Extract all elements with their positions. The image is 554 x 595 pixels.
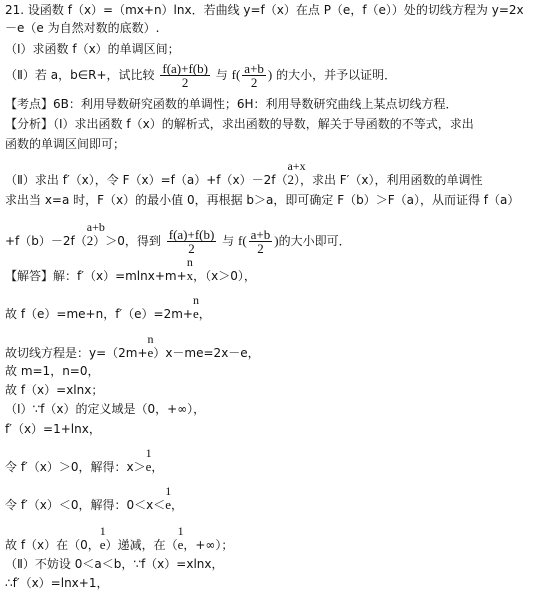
- part2-text-a: （Ⅱ）若 a，b∈R+，试比较: [5, 68, 155, 82]
- fenxi-line5-close: ): [274, 233, 279, 248]
- problem-line-1: 21. 设函数 f（x）=（mx+n）lnx．若曲线 y=f（x）在点 P（e，f（e））处的切线方程为 y=2x: [5, 3, 524, 17]
- fenxi-line-1: [5, 116, 474, 132]
- jieda-l3-over: [147, 332, 154, 361]
- fenxi-line3-over-top: a+x: [287, 159, 306, 173]
- jieda-l9-text-a: 令 f′（x）＜0，解得：0＜x＜: [5, 498, 166, 512]
- problem-line-2: －e（e 为自然对数的底数）.: [5, 21, 160, 35]
- jieda-l3-text-b: ）x－me=2x－e，: [153, 346, 260, 360]
- jieda-line-10: [5, 524, 234, 553]
- fenxi-line5-text-c: 的大小即可．: [278, 234, 351, 248]
- jieda-l2-text-a: 故 f（e）=me+n，f′（e）=2m+: [5, 307, 193, 321]
- jieda-l8-text-b: ，: [151, 460, 164, 474]
- problem-part-1: （Ⅰ）求函数 f（x）的单调区间；: [5, 42, 180, 56]
- jieda-l9-over-top: 1: [165, 484, 172, 498]
- jieda-l10-text-b: ）递减，在（: [105, 538, 178, 552]
- jieda-line-1: [5, 255, 256, 284]
- jieda-l8-over-top: 1: [145, 446, 152, 460]
- jieda-line-9: [5, 484, 184, 513]
- part2-fraction-numerator: f(a)+f(b): [162, 61, 208, 76]
- jieda-l2-over-top: n: [192, 293, 199, 307]
- fenxi-line3-text-b: ），求出 F′（x），利用函数的单调性: [293, 173, 483, 187]
- jieda-l3-text-a: 故切线方程是：y=（2m+: [5, 346, 148, 360]
- part2-text-b: 的大小，并予以证明．: [276, 68, 397, 82]
- jieda-l1-text-a: 解：f′（x）=mlnx+m+: [53, 269, 187, 283]
- fenxi-line-5: [5, 220, 351, 256]
- jieda-l10-over-1-bottom: e: [99, 537, 106, 552]
- fenxi-line5-over: [86, 220, 105, 249]
- jieda-line-6: （Ⅰ）∵f（x）的定义域是（0，+∞），: [5, 402, 206, 416]
- part2-f: f(: [231, 67, 241, 82]
- fenxi-line5-inner-numerator: a+b: [250, 227, 271, 242]
- jieda-l9-over: [165, 484, 172, 513]
- jieda-line-3: [5, 332, 260, 361]
- jieda-l10-text-a: 故 f（x）在（0，: [5, 538, 100, 552]
- part2-close: ): [267, 67, 273, 82]
- part2-inner-denominator: 2: [250, 75, 258, 90]
- fenxi-line5-f: f(: [237, 233, 247, 248]
- jieda-l1-over: [186, 255, 194, 284]
- fenxi-line5-with: 与: [222, 234, 235, 248]
- jieda-line-5: 故 f（x）=xlnx；: [5, 383, 104, 397]
- jieda-line-7: f′（x）=1+lnx，: [5, 422, 101, 436]
- fenxi-line5-inner-denominator: 2: [257, 241, 264, 256]
- jieda-l8-text-a: 令 f′（x）＞0，解得：x＞: [5, 460, 146, 474]
- jieda-l10-over-2-bottom: e: [177, 537, 184, 552]
- jieda-l10-over-2: [177, 524, 184, 553]
- fenxi-line5-fraction-numerator: f(a)+f(b): [168, 227, 215, 242]
- kaodian-line: [5, 96, 458, 112]
- jieda-l9-over-bottom: e: [165, 497, 172, 512]
- jieda-l10-text-c: ，+∞）；: [183, 538, 234, 552]
- fenxi-line5-inner-fraction: [249, 228, 273, 255]
- jieda-l3-over-bottom: e: [147, 345, 154, 360]
- jieda-label: 【解答】: [5, 269, 54, 283]
- fenxi-line3-over: [287, 159, 306, 188]
- fenxi-text-1: （Ⅰ）求出函数 f（x）的解析式，求出函数的导数，解关于导函数的不等式，求出: [53, 117, 474, 131]
- jieda-l1-over-top: n: [186, 255, 193, 269]
- fenxi-line5-text-a: +f（b）－2f（: [5, 234, 87, 248]
- jieda-l8-over: [145, 446, 152, 475]
- part2-inner-numerator: a+b: [244, 61, 264, 76]
- kaodian-label: 【考点】: [5, 97, 54, 111]
- jieda-l2-over: [192, 293, 199, 322]
- jieda-line-12: ∴f′（x）=lnx+1，: [5, 576, 109, 590]
- part2-with: 与: [215, 68, 228, 82]
- fenxi-line5-over-top: a+b: [86, 220, 105, 234]
- fenxi-label: 【分析】: [5, 117, 54, 131]
- jieda-line-8: [5, 446, 164, 475]
- jieda-l3-over-top: n: [147, 332, 154, 346]
- jieda-l10-over-1: [99, 524, 106, 553]
- jieda-l1-over-bottom: x: [186, 268, 194, 283]
- jieda-l8-over-bottom: e: [145, 459, 152, 474]
- part2-fraction-denominator: 2: [181, 75, 189, 90]
- part2-fraction: [160, 62, 210, 89]
- fenxi-line5-text-b: ）＞0，得到: [93, 234, 161, 248]
- jieda-l1-text-b: ，（x＞0），: [193, 269, 256, 283]
- fenxi-line-4: 求出当 x=a 时，F（x）的最小值 0，再根据 b＞a，即可确定 F（b）＞F（a），从而证得 f（a）: [5, 193, 520, 207]
- part2-inner-fraction: [242, 62, 266, 89]
- jieda-l2-over-bottom: e: [192, 306, 199, 321]
- jieda-l9-text-b: ，: [171, 498, 184, 512]
- jieda-line-11: （Ⅱ）不妨设 0＜a＜b，∵f（x）=xlnx，: [5, 557, 224, 571]
- fenxi-line5-fraction: [167, 228, 217, 255]
- jieda-l2-text-b: ，: [198, 307, 211, 321]
- jieda-line-4: 故 m=1，n=0，: [5, 364, 100, 378]
- kaodian-text: 6B：利用导数研究函数的单调性；6H：利用导数研究曲线上某点切线方程．: [53, 97, 458, 111]
- fenxi-line-2: 函数的单调区间即可；: [5, 137, 126, 151]
- fenxi-line5-over-bottom: 2: [86, 233, 94, 248]
- jieda-l10-over-2-top: 1: [177, 524, 184, 538]
- fenxi-line3-text-a: （Ⅱ）求出 f′（x），令 F（x）=f（a）+f（x）－2f（: [5, 173, 288, 187]
- fenxi-line5-fraction-denominator: 2: [188, 241, 195, 256]
- jieda-l10-over-1-top: 1: [99, 524, 106, 538]
- fenxi-line-3: [5, 159, 483, 188]
- jieda-line-2: [5, 293, 211, 322]
- fenxi-line3-over-bottom: 2: [287, 172, 294, 187]
- problem-part-2: [5, 62, 396, 89]
